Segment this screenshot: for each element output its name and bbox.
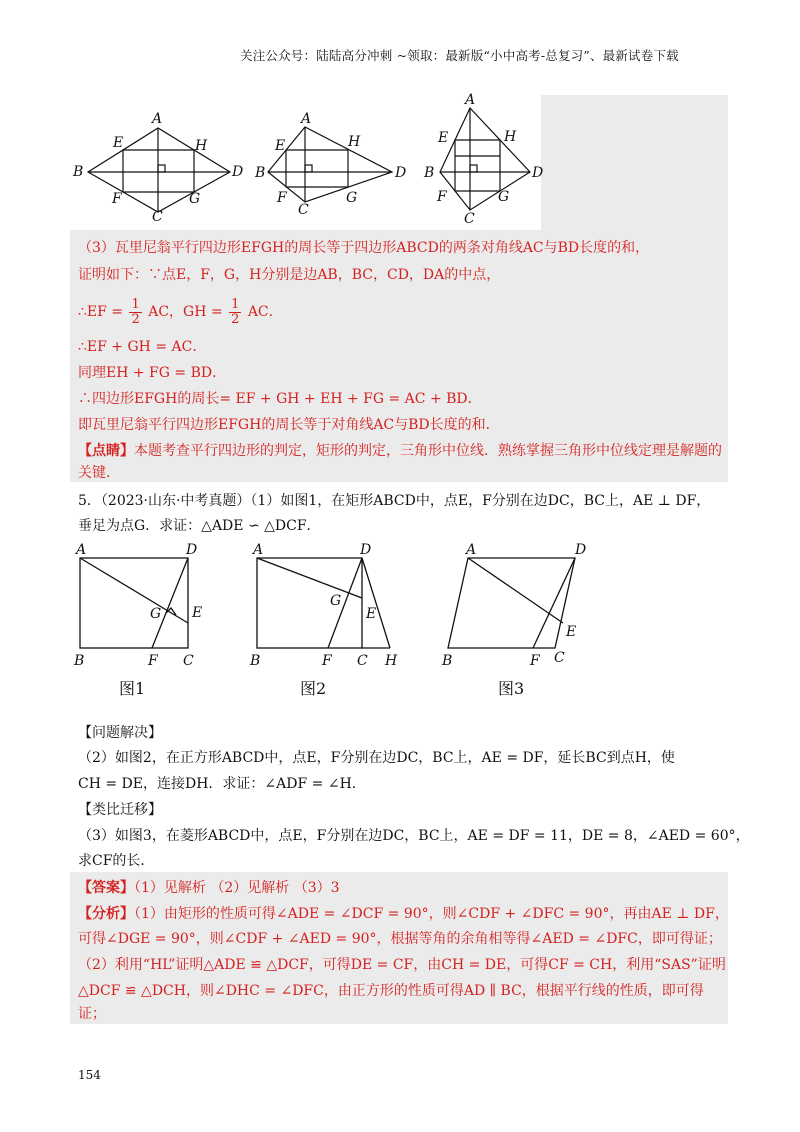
solution3-line3 bbox=[78, 295, 283, 329]
p5fig2-label-C: C bbox=[357, 653, 368, 669]
solution3-line4: ∴EF + GH = AC． bbox=[78, 339, 207, 355]
fig2-label-E: E bbox=[275, 138, 286, 154]
solution3-line2: 证明如下：∵点E，F，G，H分别是边AB，BC，CD，DA的中点， bbox=[78, 267, 501, 283]
varignon-figure-3 bbox=[440, 108, 530, 210]
problem-solving-line1: （2）如图2，在正方形ABCD中，点E，F分别在边DC，BC上，AE = DF，延长BC到点H，使 bbox=[78, 750, 675, 766]
p5fig2-label-G: G bbox=[330, 593, 342, 609]
p5fig2-label-H: H bbox=[385, 653, 398, 669]
p5fig2-label-D: D bbox=[360, 542, 372, 558]
fig3-label-E: E bbox=[438, 130, 449, 146]
header-note: 关注公众号：陆陆高分冲刺 ~领取：最新版“小中高考-总复习”、最新试卷下载 bbox=[240, 48, 679, 63]
fig3-label-F: F bbox=[437, 189, 447, 205]
fig1-label-H: H bbox=[195, 138, 208, 154]
figure-3-caption: 图3 bbox=[498, 679, 525, 698]
frac-num: 1 bbox=[131, 296, 140, 312]
fig2-label-B: B bbox=[255, 165, 266, 181]
fig3-label-D: D bbox=[532, 165, 544, 181]
analogy-heading: 【类比迁移】 bbox=[78, 802, 162, 818]
fig1-label-C: C bbox=[152, 209, 163, 225]
fig3-label-H: H bbox=[504, 129, 517, 145]
frac-den: 2 bbox=[231, 311, 240, 327]
varignon-figure-1 bbox=[88, 128, 230, 212]
analysis-text1: （1）由矩形的性质可得∠ADE = ∠DCF = 90°，则∠CDF + ∠DFC = 90°，再由AE ⊥ DF， bbox=[134, 906, 729, 922]
solution3-line1: （3）瓦里尼翁平行四边形EFGH的周长等于四边形ABCD的两条对角线AC与BD长度的和， bbox=[78, 240, 650, 256]
p5fig1-label-F: F bbox=[148, 653, 158, 669]
p5fig2-label-F: F bbox=[322, 653, 332, 669]
analysis-label: 【分析】 bbox=[78, 906, 134, 922]
p5fig3-label-E: E bbox=[566, 624, 577, 640]
fig2-label-F: F bbox=[277, 190, 287, 206]
p5fig3-label-A: A bbox=[466, 542, 477, 558]
p5fig1-label-E: E bbox=[192, 605, 203, 621]
p5fig1-label-C: C bbox=[183, 653, 194, 669]
figure-2-square bbox=[257, 558, 390, 648]
problem5-line2: 垂足为点G．求证：△ADE ∽ △DCF． bbox=[78, 518, 321, 534]
analysis-line5: 证； bbox=[78, 1006, 106, 1022]
fig1-label-G: G bbox=[189, 191, 201, 207]
page-number: 154 bbox=[78, 1068, 101, 1082]
answer-line bbox=[78, 878, 340, 898]
fig1-label-F: F bbox=[112, 191, 122, 207]
fig2-label-A: A bbox=[301, 111, 312, 127]
shaded-block-right bbox=[541, 95, 728, 232]
p5fig2-label-E: E bbox=[366, 606, 377, 622]
analysis-line3: （2）利用“HL”证明△ADE ≌ △DCF，可得DE = CF，由CH = DE，可得CF = CH，利用“SAS”证明 bbox=[78, 957, 726, 973]
solution3-line3-mid: AC，GH = bbox=[148, 304, 223, 320]
solution3-line6: ∴四边形EFGH的周长= EF + GH + EH + FG = AC + BD． bbox=[78, 391, 482, 407]
p5fig1-label-G: G bbox=[150, 606, 162, 622]
fig2-label-G: G bbox=[346, 190, 358, 206]
analysis-line1 bbox=[78, 904, 729, 924]
fig1-label-E: E bbox=[113, 135, 124, 151]
solution3-line3-post: AC． bbox=[247, 304, 283, 320]
tip-line bbox=[78, 441, 722, 461]
tip-line2: 关键． bbox=[78, 465, 120, 481]
figure-1-rectangle bbox=[80, 558, 188, 648]
solution3-line3-pre: ∴EF = bbox=[78, 304, 124, 320]
problem5-figures bbox=[70, 538, 630, 698]
p5fig2-label-B: B bbox=[250, 653, 261, 669]
p5fig1-label-A: A bbox=[76, 542, 87, 558]
fig1-label-B: B bbox=[73, 164, 84, 180]
tip-label: 【点睛】 bbox=[78, 443, 134, 459]
problem5-line1: 5．（2023·山东·中考真题）（1）如图1，在矩形ABCD中，点E，F分别在边DC，BC上，AE ⊥ DF， bbox=[78, 493, 711, 509]
p5fig3-label-C: C bbox=[554, 650, 565, 666]
frac-num: 1 bbox=[231, 296, 240, 312]
solution3-line5: 同理EH + FG = BD． bbox=[78, 365, 227, 381]
analogy-line2: 求CF的长． bbox=[78, 853, 155, 869]
fig1-label-D: D bbox=[232, 164, 244, 180]
fig1-label-A: A bbox=[152, 111, 163, 127]
solution3-line7: 即瓦里尼翁平行四边形EFGH的周长等于对角线AC与BD长度的和． bbox=[78, 417, 500, 433]
analogy-line1: （3）如图3，在菱形ABCD中，点E，F分别在边DC，BC上，AE = DF = 11，DE = 8，∠AED = 60°， bbox=[78, 828, 750, 844]
p5fig1-label-B: B bbox=[74, 653, 85, 669]
figure-2-caption: 图2 bbox=[300, 679, 327, 698]
problem-solving-line2: CH = DE，连接DH．求证：∠ADF = ∠H． bbox=[78, 776, 366, 792]
tip-text: 本题考查平行四边形的判定，矩形的判定，三角形中位线．熟练掌握三角形中位线定理是解题的 bbox=[134, 443, 722, 459]
analysis-line4: △DCF ≌ △DCH，则∠DHC = ∠DFC，由正方形的性质可得AD ∥ BC，根据平行线的性质，即可得 bbox=[78, 983, 704, 999]
p5fig3-label-B: B bbox=[442, 653, 453, 669]
answer-text: （1）见解析 （2）见解析 （3）3 bbox=[134, 880, 340, 896]
fig3-label-A: A bbox=[465, 92, 476, 108]
p5fig1-label-D: D bbox=[186, 542, 198, 558]
p5fig3-label-F: F bbox=[530, 653, 540, 669]
fraction-one-half-2 bbox=[229, 298, 241, 327]
p5fig3-label-D: D bbox=[575, 542, 587, 558]
frac-den: 2 bbox=[131, 311, 140, 327]
fig2-label-H: H bbox=[348, 134, 361, 150]
problem-solving-heading: 【问题解决】 bbox=[78, 725, 162, 741]
varignon-figures bbox=[70, 92, 550, 228]
fraction-one-half-1 bbox=[129, 298, 141, 327]
analysis-line2: 可得∠DGE = 90°，则∠CDF + ∠AED = 90°，根据等角的余角相等得∠AED = ∠DFC，即可得证； bbox=[78, 931, 722, 947]
fig2-label-C: C bbox=[298, 202, 309, 218]
fig3-label-G: G bbox=[498, 189, 510, 205]
fig3-label-C: C bbox=[464, 211, 475, 227]
answer-label: 【答案】 bbox=[78, 880, 134, 896]
fig2-label-D: D bbox=[395, 165, 407, 181]
p5fig2-label-A: A bbox=[253, 542, 264, 558]
figure-3-rhombus bbox=[448, 558, 575, 648]
figure-1-caption: 图1 bbox=[119, 679, 146, 698]
fig3-label-B: B bbox=[424, 165, 435, 181]
